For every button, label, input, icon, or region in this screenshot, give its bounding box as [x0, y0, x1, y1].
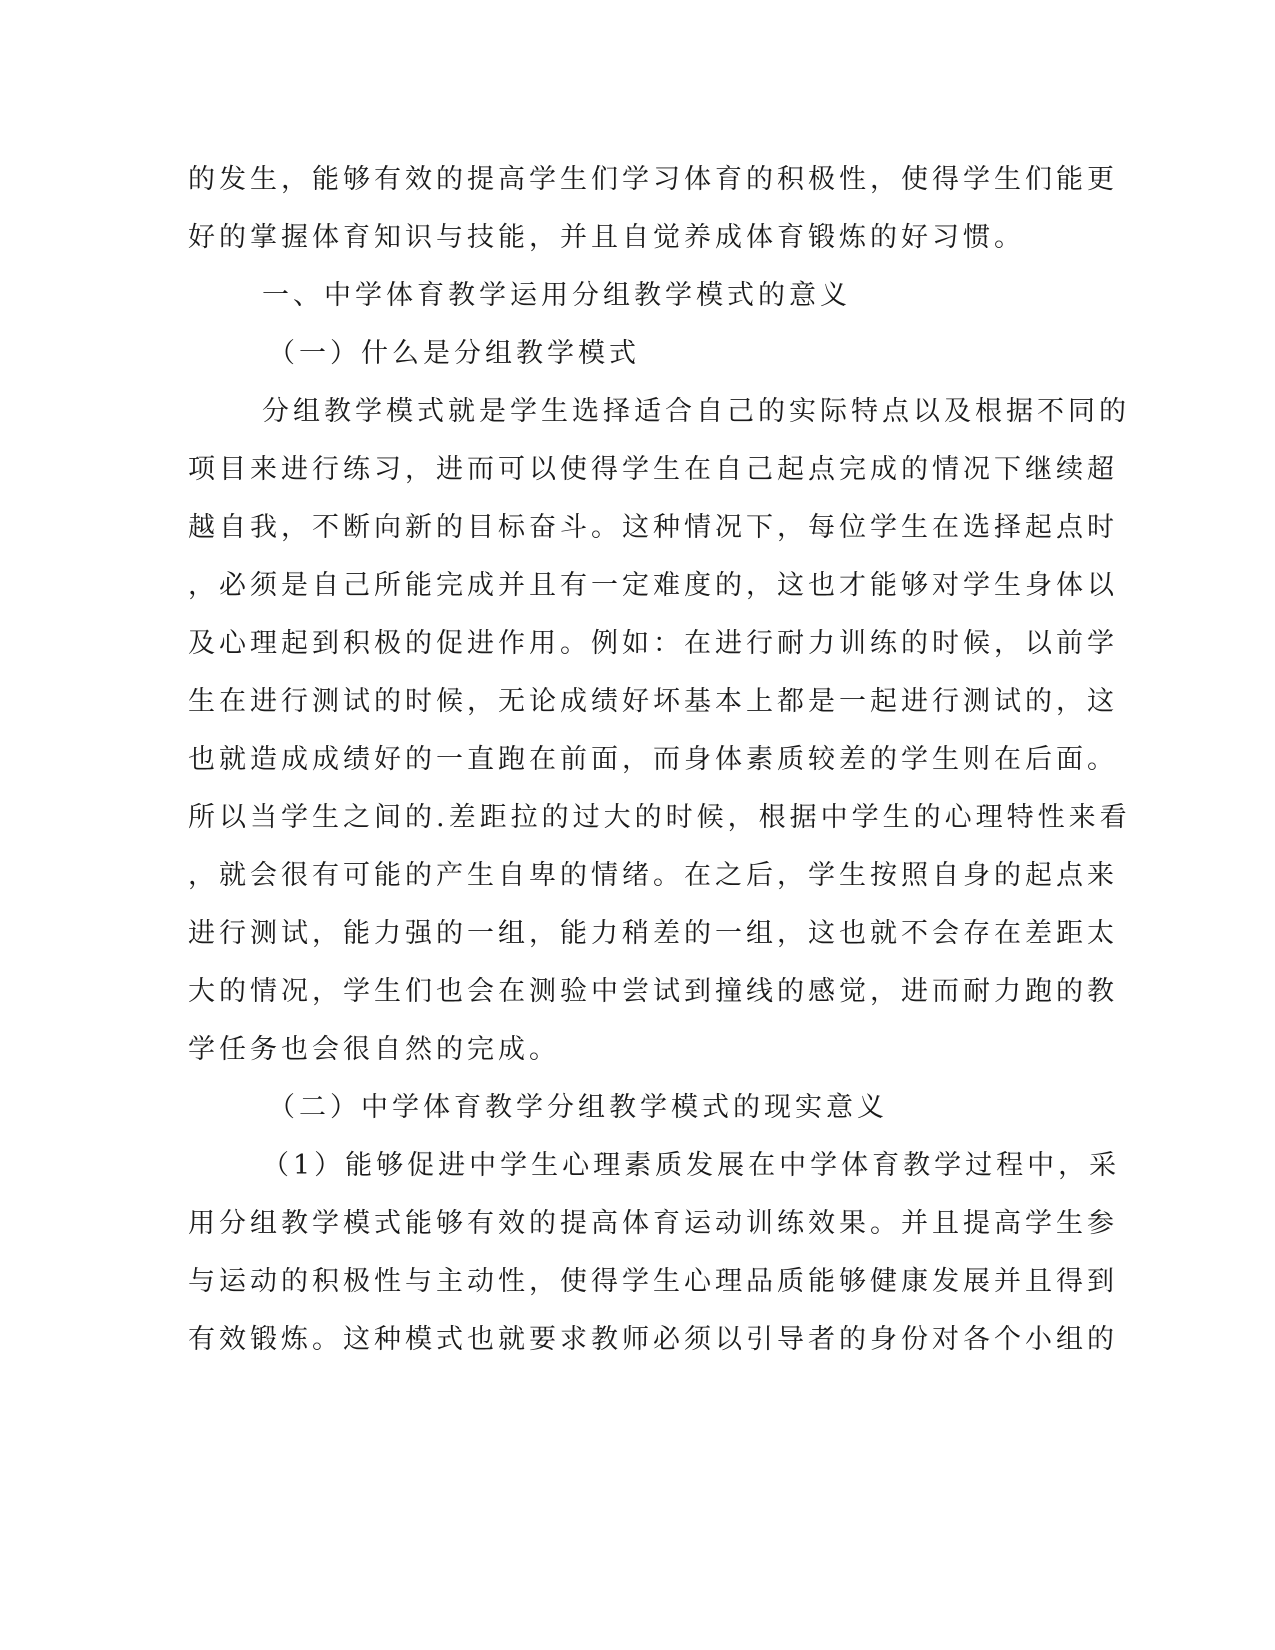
body-text-line: （1）能够促进中学生心理素质发展在中学体育教学过程中，采: [262, 1150, 1121, 1181]
section-heading: 一、中学体育教学运用分组教学模式的意义: [262, 280, 851, 311]
subsection-heading: （一）什么是分组教学模式: [268, 338, 640, 369]
body-text-line: 好的掌握体育知识与技能，并且自觉养成体育锻炼的好习惯。: [188, 222, 1025, 253]
subsection-heading: （二）中学体育教学分组教学模式的现实意义: [268, 1092, 888, 1123]
body-text-line: ，必须是自己所能完成并且有一定难度的，这也才能够对学生身体以: [188, 570, 1118, 601]
body-text-line: 学任务也会很自然的完成。: [188, 1034, 560, 1065]
body-text-line: 生在进行测试的时候，无论成绩好坏基本上都是一起进行测试的，这: [188, 686, 1118, 717]
body-text-line: 所以当学生之间的.差距拉的过大的时候，根据中学生的心理特性来看: [188, 802, 1131, 833]
body-text-line: 有效锻炼。这种模式也就要求教师必须以引导者的身份对各个小组的: [188, 1324, 1118, 1355]
body-text-line: 与运动的积极性与主动性，使得学生心理品质能够健康发展并且得到: [188, 1266, 1118, 1297]
body-text-line: 也就造成成绩好的一直跑在前面，而身体素质较差的学生则在后面。: [188, 744, 1118, 775]
body-text-line: 及心理起到积极的促进作用。例如：在进行耐力训练的时候，以前学: [188, 628, 1118, 659]
body-text-line: 分组教学模式就是学生选择适合自己的实际特点以及根据不同的: [262, 396, 1130, 427]
body-text-line: 大的情况，学生们也会在测验中尝试到撞线的感觉，进而耐力跑的教: [188, 976, 1118, 1007]
body-text-line: 越自我，不断向新的目标奋斗。这种情况下，每位学生在选择起点时: [188, 512, 1118, 543]
body-text-line: 进行测试，能力强的一组，能力稍差的一组，这也就不会存在差距太: [188, 918, 1118, 949]
body-text-line: ，就会很有可能的产生自卑的情绪。在之后，学生按照自身的起点来: [188, 860, 1118, 891]
body-text-line: 的发生，能够有效的提高学生们学习体育的积极性，使得学生们能更: [188, 164, 1118, 195]
body-text-line: 项目来进行练习，进而可以使得学生在自己起点完成的情况下继续超: [188, 454, 1118, 485]
body-text-line: 用分组教学模式能够有效的提高体育运动训练效果。并且提高学生参: [188, 1208, 1118, 1239]
